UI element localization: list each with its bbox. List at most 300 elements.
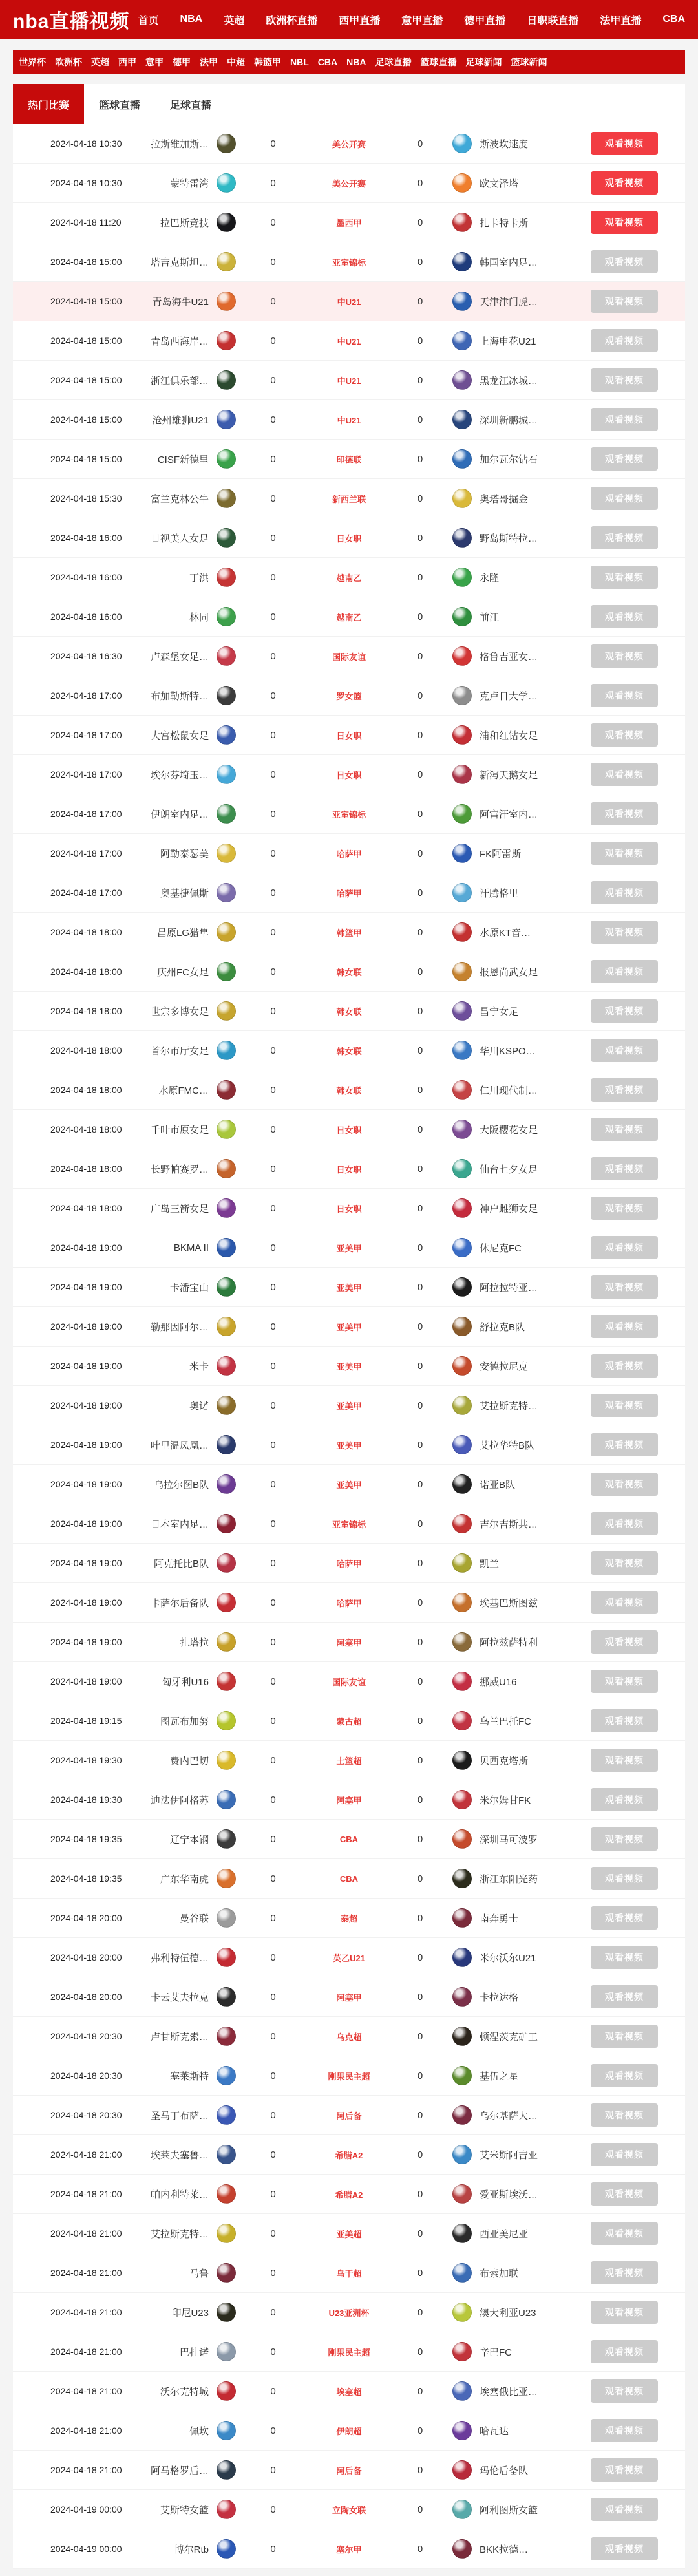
- home-team: [126, 489, 236, 508]
- watch-button-cell: [582, 1827, 685, 1851]
- away-score: 0: [417, 1991, 423, 2003]
- away-team-name: 南奔勇士: [480, 1913, 519, 1924]
- watch-button-cell: [582, 2025, 685, 2048]
- home-team: [126, 922, 236, 942]
- watch-video-button[interactable]: 观看视频: [591, 1433, 658, 1456]
- watch-video-button[interactable]: 观看视频: [591, 1157, 658, 1180]
- home-team-name: 奥基捷佩斯: [160, 888, 209, 899]
- home-team-logo-icon: [217, 173, 236, 193]
- home-team: [126, 1553, 236, 1573]
- league-label: 日女职: [336, 1125, 362, 1135]
- away-team: [452, 2105, 582, 2125]
- nav-item[interactable]: 英超: [224, 15, 245, 27]
- watch-video-button[interactable]: 观看视频: [591, 1906, 658, 1930]
- home-team-logo-icon: [217, 528, 236, 548]
- home-team-name: 富兰克林公牛: [150, 493, 209, 505]
- home-team-name: 阿马格罗后…: [150, 2465, 209, 2476]
- watch-video-button[interactable]: 观看视频: [591, 1039, 658, 1062]
- away-team-logo-icon: [452, 528, 472, 548]
- home-team-name: 埃莱夫塞鲁…: [150, 2149, 209, 2161]
- nav-item[interactable]: 首页: [138, 15, 159, 27]
- match-row: [13, 2056, 685, 2096]
- watch-button-cell: [582, 566, 685, 589]
- watch-video-button[interactable]: 观看视频: [591, 802, 658, 825]
- watch-video-button[interactable]: 观看视频: [591, 2498, 658, 2521]
- watch-video-button[interactable]: 观看视频: [591, 132, 658, 155]
- match-datetime: 2024-04-18 21:00: [50, 2268, 122, 2278]
- away-score: 0: [417, 847, 423, 859]
- watch-button-cell: [582, 329, 685, 352]
- watch-button-cell: [582, 1157, 685, 1180]
- away-team: [452, 1198, 582, 1218]
- tab-item[interactable]: 篮球直播: [98, 100, 140, 111]
- away-team: [452, 1277, 582, 1297]
- away-team-logo-icon: [452, 1632, 472, 1652]
- away-team-logo-icon: [452, 1908, 472, 1928]
- home-score: 0: [270, 1478, 276, 1490]
- home-score: 0: [270, 295, 276, 307]
- watch-button-cell: [582, 487, 685, 510]
- nav-item[interactable]: 西甲直播: [339, 15, 381, 27]
- watch-video-button[interactable]: 观看视频: [591, 1118, 658, 1141]
- home-score: 0: [270, 1754, 276, 1766]
- watch-video-button[interactable]: 观看视频: [591, 1275, 658, 1299]
- home-team: [126, 1908, 236, 1928]
- subnav-item[interactable]: 世界杯: [19, 57, 46, 67]
- away-team-name: BKK拉德…: [480, 2544, 529, 2555]
- home-team: [126, 1751, 236, 1770]
- watch-video-button[interactable]: 观看视频: [591, 171, 658, 195]
- watch-button-cell: [582, 2537, 685, 2560]
- away-team-logo-icon: [452, 1593, 472, 1612]
- league-label: 立陶女联: [332, 2505, 366, 2515]
- watch-video-button[interactable]: 观看视频: [591, 1867, 658, 1890]
- watch-button-cell: [582, 2182, 685, 2206]
- watch-video-button[interactable]: 观看视频: [591, 566, 658, 589]
- away-team: [452, 331, 582, 350]
- away-score: 0: [417, 295, 423, 307]
- watch-video-button[interactable]: 观看视频: [591, 1946, 658, 1969]
- home-team: [126, 962, 236, 981]
- subnav-item[interactable]: 篮球直播: [420, 57, 457, 67]
- home-team-logo-icon: [217, 646, 236, 666]
- watch-video-button[interactable]: 观看视频: [591, 368, 658, 392]
- home-score: 0: [270, 966, 276, 977]
- match-row: [13, 1149, 685, 1189]
- watch-video-button[interactable]: 观看视频: [591, 1670, 658, 1693]
- watch-video-button[interactable]: 观看视频: [591, 842, 658, 865]
- away-team-name: 斯波坎速度: [480, 138, 529, 150]
- home-team-name: 米卡: [189, 1361, 209, 1372]
- match-row: [13, 2017, 685, 2056]
- watch-video-button[interactable]: 观看视频: [591, 487, 658, 510]
- watch-video-button[interactable]: 观看视频: [591, 2064, 658, 2087]
- nav-item[interactable]: 意甲直播: [401, 15, 443, 27]
- league-label: U23亚洲杯: [328, 2308, 370, 2318]
- watch-video-button[interactable]: 观看视频: [591, 2261, 658, 2284]
- watch-video-button[interactable]: 观看视频: [591, 723, 658, 747]
- watch-button-cell: [582, 2419, 685, 2442]
- watch-button-cell: [582, 2340, 685, 2363]
- home-team-name: 卡潘宝山: [169, 1282, 209, 1293]
- home-score: 0: [270, 2385, 276, 2397]
- away-team-logo-icon: [452, 1474, 472, 1494]
- home-score: 0: [270, 1676, 276, 1687]
- home-score: 0: [270, 847, 276, 859]
- home-team-name: 辽宁本钢: [169, 1834, 209, 1846]
- watch-video-button[interactable]: 观看视频: [591, 2419, 658, 2442]
- away-team-name: 新泻天鹅女足: [480, 769, 538, 781]
- league-label: 越南乙: [336, 573, 362, 583]
- away-score: 0: [417, 1123, 423, 1135]
- watch-video-button[interactable]: 观看视频: [591, 447, 658, 471]
- match-row: [13, 1268, 685, 1307]
- home-team-logo-icon: [217, 1080, 236, 1100]
- home-score: 0: [270, 1991, 276, 2003]
- league-label: 美公开赛: [332, 178, 366, 189]
- nav-item[interactable]: 欧洲杯直播: [266, 15, 318, 27]
- watch-video-button[interactable]: 观看视频: [591, 2103, 658, 2127]
- away-score: 0: [417, 769, 423, 780]
- watch-video-button[interactable]: 观看视频: [591, 644, 658, 668]
- match-row: [13, 1386, 685, 1425]
- match-datetime: 2024-04-18 19:00: [50, 1637, 122, 1647]
- home-team-logo-icon: [217, 410, 236, 429]
- watch-video-button[interactable]: 观看视频: [591, 881, 658, 904]
- league-label: 阿后备: [336, 2465, 362, 2476]
- league-subnav: [13, 50, 685, 74]
- watch-video-button[interactable]: 观看视频: [591, 1630, 658, 1654]
- away-team-logo-icon: [452, 1751, 472, 1770]
- match-row: [13, 2529, 685, 2569]
- away-score: 0: [417, 1597, 423, 1608]
- home-team-logo-icon: [217, 1553, 236, 1573]
- watch-video-button[interactable]: 观看视频: [591, 2182, 658, 2206]
- nav-item[interactable]: CBA: [662, 14, 685, 25]
- watch-video-button[interactable]: 观看视频: [591, 2222, 658, 2245]
- home-team: [126, 528, 236, 548]
- home-score: 0: [270, 2228, 276, 2239]
- home-team-logo-icon: [217, 1120, 236, 1139]
- home-team-logo-icon: [217, 370, 236, 390]
- home-team-name: 巴扎诺: [179, 2347, 209, 2358]
- watch-video-button[interactable]: 观看视频: [591, 1827, 658, 1851]
- league-label: 希腊A2: [335, 2189, 363, 2200]
- home-score: 0: [270, 1952, 276, 1963]
- home-team-name: 弗利特伍德…: [150, 1952, 209, 1964]
- subnav-item[interactable]: 西甲: [118, 57, 136, 67]
- home-score: 0: [270, 1912, 276, 1924]
- away-team-name: 上海申花U21: [480, 335, 536, 347]
- home-team-name: 卢森堡女足…: [150, 651, 209, 663]
- watch-button-cell: [582, 2143, 685, 2166]
- subnav-item[interactable]: 法甲: [200, 57, 218, 67]
- away-team: [452, 1948, 582, 1967]
- watch-video-button[interactable]: 观看视频: [591, 2458, 658, 2482]
- match-row: [13, 952, 685, 992]
- away-team-name: 深圳新鹏城…: [480, 414, 538, 426]
- watch-button-cell: [582, 2064, 685, 2087]
- away-team-name: 韩国室内足…: [480, 257, 538, 268]
- watch-button-cell: [582, 1315, 685, 1338]
- subnav-item[interactable]: 足球直播: [375, 57, 412, 67]
- league-label: 泰超: [340, 1913, 357, 1924]
- match-datetime: 2024-04-18 20:30: [50, 2070, 122, 2081]
- watch-button-cell: [582, 1078, 685, 1102]
- watch-video-button[interactable]: 观看视频: [591, 2537, 658, 2560]
- away-score: 0: [417, 1518, 423, 1529]
- subnav-item[interactable]: NBL: [290, 57, 309, 67]
- league-label: 亚室锦标: [332, 257, 366, 268]
- watch-video-button[interactable]: 观看视频: [591, 1985, 658, 2008]
- home-team: [126, 1632, 236, 1652]
- away-team-logo-icon: [452, 1948, 472, 1967]
- watch-video-button[interactable]: 观看视频: [591, 408, 658, 431]
- watch-video-button[interactable]: 观看视频: [591, 763, 658, 786]
- watch-video-button[interactable]: 观看视频: [591, 605, 658, 628]
- away-score: 0: [417, 1202, 423, 1214]
- home-team-name: 浙江俱乐部…: [150, 375, 209, 387]
- watch-button-cell: [582, 1788, 685, 1811]
- subnav-item[interactable]: 中超: [227, 57, 245, 67]
- home-team-logo-icon: [217, 2381, 236, 2401]
- away-score: 0: [417, 926, 423, 938]
- nav-item[interactable]: 法甲直播: [600, 15, 642, 27]
- away-team-logo-icon: [452, 1238, 472, 1257]
- away-team-logo-icon: [452, 2105, 472, 2125]
- match-datetime: 2024-04-18 19:00: [50, 1518, 122, 1529]
- away-score: 0: [417, 217, 423, 228]
- match-datetime: 2024-04-18 19:15: [50, 1716, 122, 1726]
- match-datetime: 2024-04-18 15:00: [50, 375, 122, 385]
- match-row: [13, 834, 685, 873]
- watch-video-button[interactable]: 观看视频: [591, 1354, 658, 1378]
- home-team-name: 卡云艾夫拉克: [150, 1992, 209, 2003]
- away-team: [452, 2500, 582, 2519]
- away-team: [452, 1553, 582, 1573]
- away-team-logo-icon: [452, 1869, 472, 1888]
- home-team-name: 印尼U23: [171, 2307, 209, 2319]
- home-team-logo-icon: [217, 1001, 236, 1021]
- watch-button-cell: [582, 2103, 685, 2127]
- home-team-name: 曼谷联: [179, 1913, 209, 1924]
- away-score: 0: [417, 729, 423, 741]
- away-score: 0: [417, 1952, 423, 1963]
- watch-video-button[interactable]: 观看视频: [591, 1591, 658, 1614]
- home-score: 0: [270, 2464, 276, 2476]
- home-team-name: 阿勒泰瑟美: [160, 848, 209, 860]
- home-score: 0: [270, 1597, 276, 1608]
- watch-video-button[interactable]: 观看视频: [591, 1749, 658, 1772]
- away-team: [452, 1435, 582, 1454]
- away-team-name: 乌尔基萨大…: [480, 2110, 538, 2122]
- match-row: [13, 1859, 685, 1899]
- watch-button-cell: [582, 211, 685, 234]
- away-team-name: 阿拉兹萨特利: [480, 1637, 538, 1648]
- home-team-logo-icon: [217, 2539, 236, 2559]
- watch-button-cell: [582, 1985, 685, 2008]
- league-label: 刚果民主超: [328, 2347, 370, 2358]
- away-score: 0: [417, 2504, 423, 2515]
- home-team: [126, 2184, 236, 2204]
- home-team-logo-icon: [217, 1159, 236, 1178]
- match-datetime: 2024-04-18 21:00: [50, 2465, 122, 2475]
- league-label: 哈萨甲: [336, 1598, 362, 1608]
- home-team: [126, 765, 236, 784]
- league-label: 中U21: [337, 336, 361, 346]
- home-team-logo-icon: [217, 213, 236, 232]
- match-row: [13, 518, 685, 558]
- home-score: 0: [270, 2070, 276, 2081]
- league-label: 阿后备: [336, 2111, 362, 2121]
- match-datetime: 2024-04-19 00:00: [50, 2544, 122, 2554]
- home-team-logo-icon: [217, 922, 236, 942]
- subnav-item[interactable]: 意甲: [145, 57, 164, 67]
- home-score: 0: [270, 2346, 276, 2358]
- subnav-item[interactable]: 英超: [91, 57, 109, 67]
- match-datetime: 2024-04-18 10:30: [50, 178, 122, 188]
- away-team-name: 西亚美尼亚: [480, 2228, 529, 2240]
- league-label: 土篮超: [336, 1756, 362, 1766]
- away-team-name: 加尔瓦尔钻石: [480, 454, 538, 465]
- away-team: [452, 2263, 582, 2283]
- away-team-name: 大阪樱花女足: [480, 1124, 538, 1136]
- away-team-name: 乌兰巴托FC: [480, 1716, 531, 1727]
- league-label: 亚美甲: [336, 1440, 362, 1451]
- league-label: 阿塞甲: [336, 1637, 362, 1648]
- watch-video-button[interactable]: 观看视频: [591, 684, 658, 707]
- watch-button-cell: [582, 1394, 685, 1417]
- away-score: 0: [417, 1005, 423, 1017]
- home-score: 0: [270, 1636, 276, 1648]
- watch-video-button[interactable]: 观看视频: [591, 999, 658, 1023]
- watch-video-button[interactable]: 观看视频: [591, 1236, 658, 1259]
- watch-video-button[interactable]: 观看视频: [591, 290, 658, 313]
- away-team-logo-icon: [452, 2027, 472, 2046]
- home-team: [126, 1041, 236, 1060]
- tab-active[interactable]: 热门比赛: [13, 84, 84, 124]
- home-team-name: 卢甘斯克索…: [150, 2031, 209, 2043]
- match-datetime: 2024-04-18 19:00: [50, 1479, 122, 1489]
- away-team: [452, 1001, 582, 1021]
- watch-video-button[interactable]: 观看视频: [591, 1315, 658, 1338]
- watch-button-cell: [582, 132, 685, 155]
- home-team: [126, 2539, 236, 2559]
- away-score: 0: [417, 1873, 423, 1884]
- away-team-name: 报恩尚武女足: [480, 966, 538, 978]
- home-score: 0: [270, 2030, 276, 2042]
- home-score: 0: [270, 414, 276, 425]
- league-label: 日女职: [336, 1164, 362, 1175]
- nav-item[interactable]: 德甲直播: [464, 15, 506, 27]
- home-score: 0: [270, 1518, 276, 1529]
- home-team: [126, 1435, 236, 1454]
- subnav-item[interactable]: NBA: [346, 57, 366, 67]
- subnav-item[interactable]: 韩篮甲: [254, 57, 281, 67]
- away-team-name: 汗腾格里: [480, 888, 519, 899]
- watch-video-button[interactable]: 观看视频: [591, 1394, 658, 1417]
- watch-button-cell: [582, 723, 685, 747]
- league-label: 亚美甲: [336, 1243, 362, 1253]
- home-team: [126, 2421, 236, 2440]
- watch-video-button[interactable]: 观看视频: [591, 1078, 658, 1102]
- match-row: [13, 400, 685, 440]
- match-datetime: 2024-04-18 20:30: [50, 2031, 122, 2041]
- nav-item[interactable]: NBA: [180, 14, 203, 25]
- match-row: [13, 637, 685, 676]
- watch-video-button[interactable]: 观看视频: [591, 526, 658, 549]
- away-team-logo-icon: [452, 1041, 472, 1060]
- watch-video-button[interactable]: 观看视频: [591, 1551, 658, 1575]
- home-team-logo-icon: [217, 2500, 236, 2519]
- away-team: [452, 568, 582, 587]
- watch-video-button[interactable]: 观看视频: [591, 329, 658, 352]
- watch-video-button[interactable]: 观看视频: [591, 1197, 658, 1220]
- subnav-item[interactable]: 德甲: [173, 57, 191, 67]
- league-label: 亚美甲: [336, 1401, 362, 1411]
- watch-video-button[interactable]: 观看视频: [591, 1512, 658, 1535]
- match-datetime: 2024-04-18 15:00: [50, 335, 122, 346]
- home-score: 0: [270, 493, 276, 504]
- home-score: 0: [270, 1242, 276, 1253]
- home-team: [126, 1987, 236, 2007]
- watch-video-button[interactable]: 观看视频: [591, 2340, 658, 2363]
- away-score: 0: [417, 493, 423, 504]
- watch-button-cell: [582, 842, 685, 865]
- away-score: 0: [417, 1754, 423, 1766]
- watch-video-button[interactable]: 观看视频: [591, 2379, 658, 2403]
- home-team-logo-icon: [217, 2105, 236, 2125]
- subnav-item[interactable]: 欧洲杯: [55, 57, 82, 67]
- watch-video-button[interactable]: 观看视频: [591, 2301, 658, 2324]
- watch-video-button[interactable]: 观看视频: [591, 1473, 658, 1496]
- away-score: 0: [417, 1242, 423, 1253]
- watch-button-cell: [582, 526, 685, 549]
- away-score: 0: [417, 2070, 423, 2081]
- watch-video-button[interactable]: 观看视频: [591, 960, 658, 983]
- watch-video-button[interactable]: 观看视频: [591, 250, 658, 273]
- home-score: 0: [270, 335, 276, 346]
- home-score: 0: [270, 808, 276, 820]
- away-score: 0: [417, 2109, 423, 2121]
- watch-video-button[interactable]: 观看视频: [591, 1788, 658, 1811]
- nav-item[interactable]: 日职联直播: [527, 15, 579, 27]
- away-team: [452, 1790, 582, 1809]
- league-label: 中U21: [337, 376, 361, 386]
- home-score: 0: [270, 769, 276, 780]
- watch-button-cell: [582, 1236, 685, 1259]
- home-score: 0: [270, 2306, 276, 2318]
- away-team-name: 哈瓦达: [480, 2425, 509, 2437]
- away-team: [452, 883, 582, 902]
- watch-video-button[interactable]: 观看视频: [591, 921, 658, 944]
- home-team-logo-icon: [217, 1356, 236, 1376]
- watch-video-button[interactable]: 观看视频: [591, 1709, 658, 1732]
- away-team-logo-icon: [452, 2303, 472, 2322]
- home-score: 0: [270, 2109, 276, 2121]
- subnav-item[interactable]: CBA: [317, 57, 338, 67]
- match-datetime: 2024-04-18 17:00: [50, 730, 122, 740]
- watch-video-button[interactable]: 观看视频: [591, 2143, 658, 2166]
- away-score: 0: [417, 1321, 423, 1332]
- subnav-item[interactable]: 篮球新闻: [511, 57, 547, 67]
- tab-item[interactable]: 足球直播: [169, 100, 211, 111]
- watch-video-button[interactable]: 观看视频: [591, 2025, 658, 2048]
- subnav-item[interactable]: 足球新闻: [465, 57, 502, 67]
- away-score: 0: [417, 1833, 423, 1845]
- watch-video-button[interactable]: 观看视频: [591, 211, 658, 234]
- away-team: [452, 1593, 582, 1612]
